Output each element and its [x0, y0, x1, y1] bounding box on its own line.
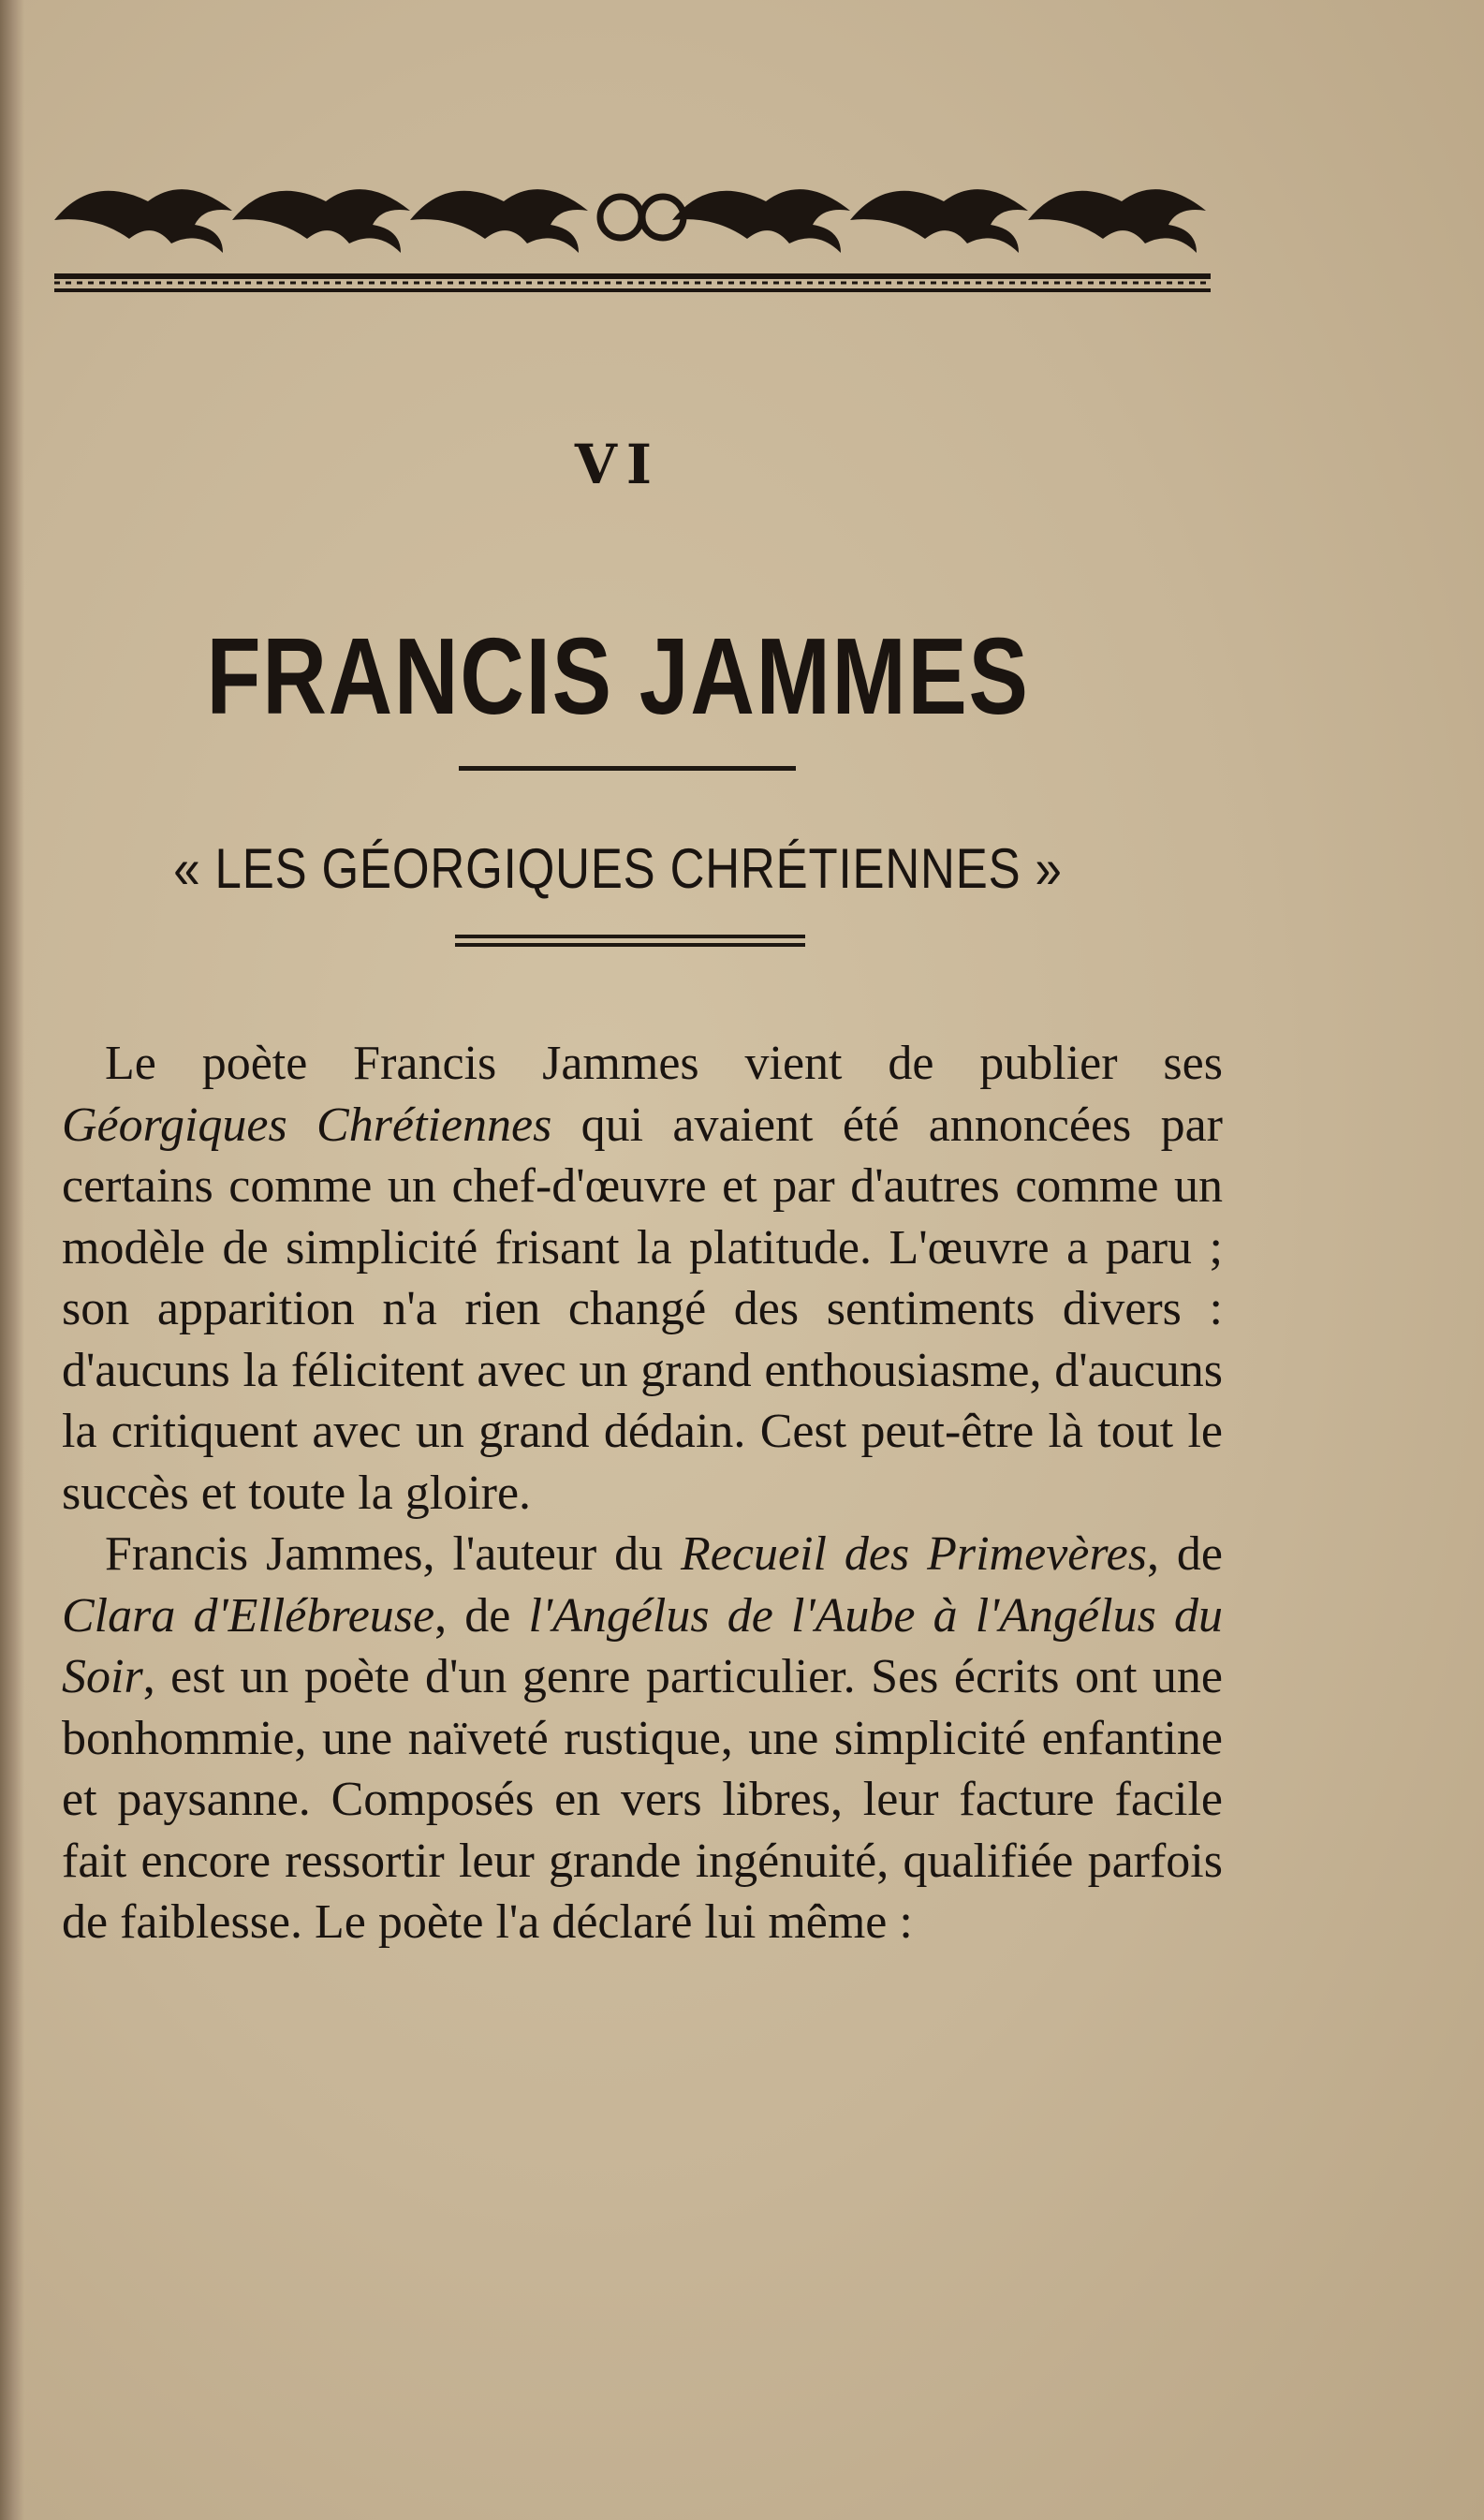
text-run: qui avaient été annoncées par certains comme un chef-d'œuvre et par d'autres comme un modèle de simplicité frisant la platitude. L'œuvre a paru ; son apparition n'a rien changé des sentiments divers : d'aucuns la félicitent avec un grand enthousiasme, d'aucuns la critiquent avec un grand dédain. Cest peut-être là tout le succès et toute la gloire.: [62, 1098, 1223, 1520]
decorative-header-ornament: [54, 169, 1211, 309]
text-run: , de: [1146, 1527, 1223, 1581]
title-rule: [459, 766, 796, 771]
text-run: Francis Jammes, l'auteur du: [105, 1527, 682, 1581]
italic-title: l'Angélus de l'Aube à l'Angélus du Soir: [62, 1588, 1223, 1703]
chapter-title: FRANCIS JAMMES: [206, 615, 1030, 737]
italic-title: Clara d'Ellébreuse: [62, 1588, 435, 1643]
italic-title: Recueil des Primevères: [681, 1527, 1147, 1581]
paragraph: [62, 1524, 1223, 1953]
text-run: , est un poète d'un genre particulier. Ses écrits ont une bonhommie, une naïveté rustique, une simplicité enfantine et paysanne. Composés en vers libres, leur facture facile fait encore ressortir leur grande ingénuité, qualifiée parfois de faiblesse. Le poète l'a déclaré lui même :: [62, 1650, 1223, 1949]
chapter-number: VI: [574, 433, 662, 496]
subtitle-double-rule: [455, 935, 805, 947]
italic-title: Géorgiques Chrétiennes: [62, 1098, 552, 1152]
text-run: Le poète Francis Jammes vient de publier ses: [105, 1037, 1223, 1090]
chapter-subtitle: « LES GÉORGIQUES CHRÉTIENNES »: [173, 837, 1063, 900]
paragraph: [62, 1033, 1223, 1524]
body-text: [62, 1033, 1223, 1953]
text-run: , de: [434, 1588, 529, 1643]
